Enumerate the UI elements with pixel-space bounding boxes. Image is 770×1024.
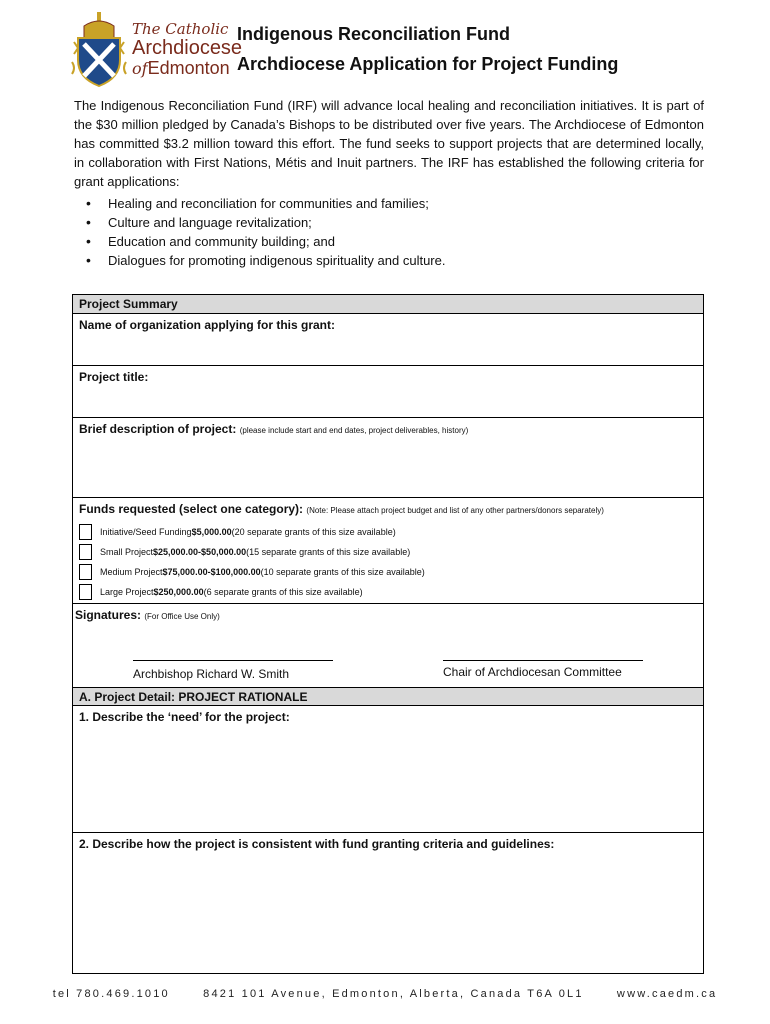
intro-paragraph: The Indigenous Reconciliation Fund (IRF) will advance local healing and reconciliation initiatives. It is part of the $30 million pledged by Canada’s Bishops to be distributed over five years. The Archdiocese of Edmonton has committed $3.2 million toward this effort. The fund seeks to support projects that are determined locally, in collaboration with First Nations, Métis and Inuit partners. The IRF has established the following criteria for grant applications:	[74, 98, 704, 189]
need-answer-field[interactable]	[73, 706, 703, 833]
checkbox[interactable]	[79, 564, 92, 580]
footer-phone: tel 780.469.1010	[52, 988, 170, 1000]
checkbox[interactable]	[79, 544, 92, 560]
criteria-item: • Education and community building; and	[84, 232, 445, 251]
fund-option-detail: (10 separate grants of this size available)	[260, 567, 425, 577]
org-line-1: The Catholic	[132, 20, 229, 38]
document-subtitle: Archdiocese Application for Project Funding	[237, 54, 619, 74]
org-line-2: Archdiocese	[132, 37, 243, 59]
fund-option-amount: $5,000.00	[191, 527, 232, 537]
org-line-3-of: of	[132, 59, 148, 78]
fund-option-name: Initiative/Seed Funding	[100, 527, 192, 537]
fund-option-detail: (6 separate grants of this size available)	[203, 587, 363, 597]
org-line-3-name: Edmonton	[147, 58, 230, 78]
fund-option-amount: $25,000.00-$50,000.00	[153, 547, 247, 557]
criteria-item: • Healing and reconciliation for communities and families;	[84, 194, 445, 213]
application-form	[72, 294, 704, 974]
org-name	[132, 22, 242, 77]
fund-option-small[interactable]	[79, 544, 410, 560]
signatures-label: Signatures:	[75, 608, 142, 622]
archdiocese-logo	[70, 12, 243, 88]
footer-website[interactable]: www.caedm.ca	[616, 988, 718, 1000]
signature-line-chair[interactable]	[443, 660, 643, 661]
org-name-label: Name of organization applying for this grant:	[79, 318, 336, 332]
project-summary-header: Project Summary	[73, 295, 703, 314]
project-description-field[interactable]	[73, 418, 703, 498]
question-criteria: 2. Describe how the project is consistent with fund granting criteria and guidelines:	[79, 837, 555, 851]
fund-option-large[interactable]	[79, 584, 363, 600]
fund-option-seed[interactable]	[79, 524, 396, 540]
signatures-section	[73, 604, 703, 688]
description-label-row	[73, 418, 703, 440]
document-title: Indigenous Reconciliation Fund	[237, 24, 510, 44]
fund-option-detail: (15 separate grants of this size available)	[246, 547, 411, 557]
criteria-item: • Dialogues for promoting indigenous spirituality and culture.	[84, 251, 445, 270]
description-note: (please include start and end dates, project deliverables, history)	[239, 426, 469, 435]
signatures-note: (For Office Use Only)	[144, 612, 220, 621]
fund-option-medium[interactable]	[79, 564, 425, 580]
project-title-label: Project title:	[79, 370, 149, 384]
signature-label-chair: Chair of Archdiocesan Committee	[443, 665, 622, 679]
criteria-item: • Culture and language revitalization;	[84, 213, 445, 232]
signatures-label-row	[73, 604, 703, 626]
archdiocese-crest-icon	[70, 12, 128, 88]
fund-option-amount: $75,000.00-$100,000.00	[162, 567, 261, 577]
funds-label: Funds requested (select one category):	[79, 502, 304, 516]
checkbox[interactable]	[79, 524, 92, 540]
org-name-field[interactable]	[73, 314, 703, 366]
checkbox[interactable]	[79, 584, 92, 600]
fund-option-amount: $250,000.00	[153, 587, 204, 597]
fund-option-detail: (20 separate grants of this size available)	[231, 527, 396, 537]
fund-option-name: Large Project	[100, 587, 154, 597]
funds-requested-section	[73, 498, 703, 604]
funds-note: (Note: Please attach project budget and list of any other partners/donors separately)	[306, 506, 604, 515]
signature-line-archbishop[interactable]	[133, 660, 333, 661]
fund-option-name: Medium Project	[100, 567, 163, 577]
criteria-list	[84, 194, 445, 270]
description-label: Brief description of project:	[79, 422, 237, 436]
criteria-answer-field[interactable]	[73, 833, 703, 973]
fund-option-name: Small Project	[100, 547, 154, 557]
question-need: 1. Describe the ‘need’ for the project:	[79, 710, 290, 724]
footer-address: 8421 101 Avenue, Edmonton, Alberta, Canada T6A 0L1	[203, 988, 584, 1000]
footer-contact	[0, 988, 770, 1000]
signature-label-archbishop: Archbishop Richard W. Smith	[133, 667, 290, 681]
funds-label-row	[73, 498, 703, 520]
project-detail-header: A. Project Detail: PROJECT RATIONALE	[73, 688, 703, 706]
project-title-field[interactable]	[73, 366, 703, 418]
org-line-3	[132, 59, 242, 77]
